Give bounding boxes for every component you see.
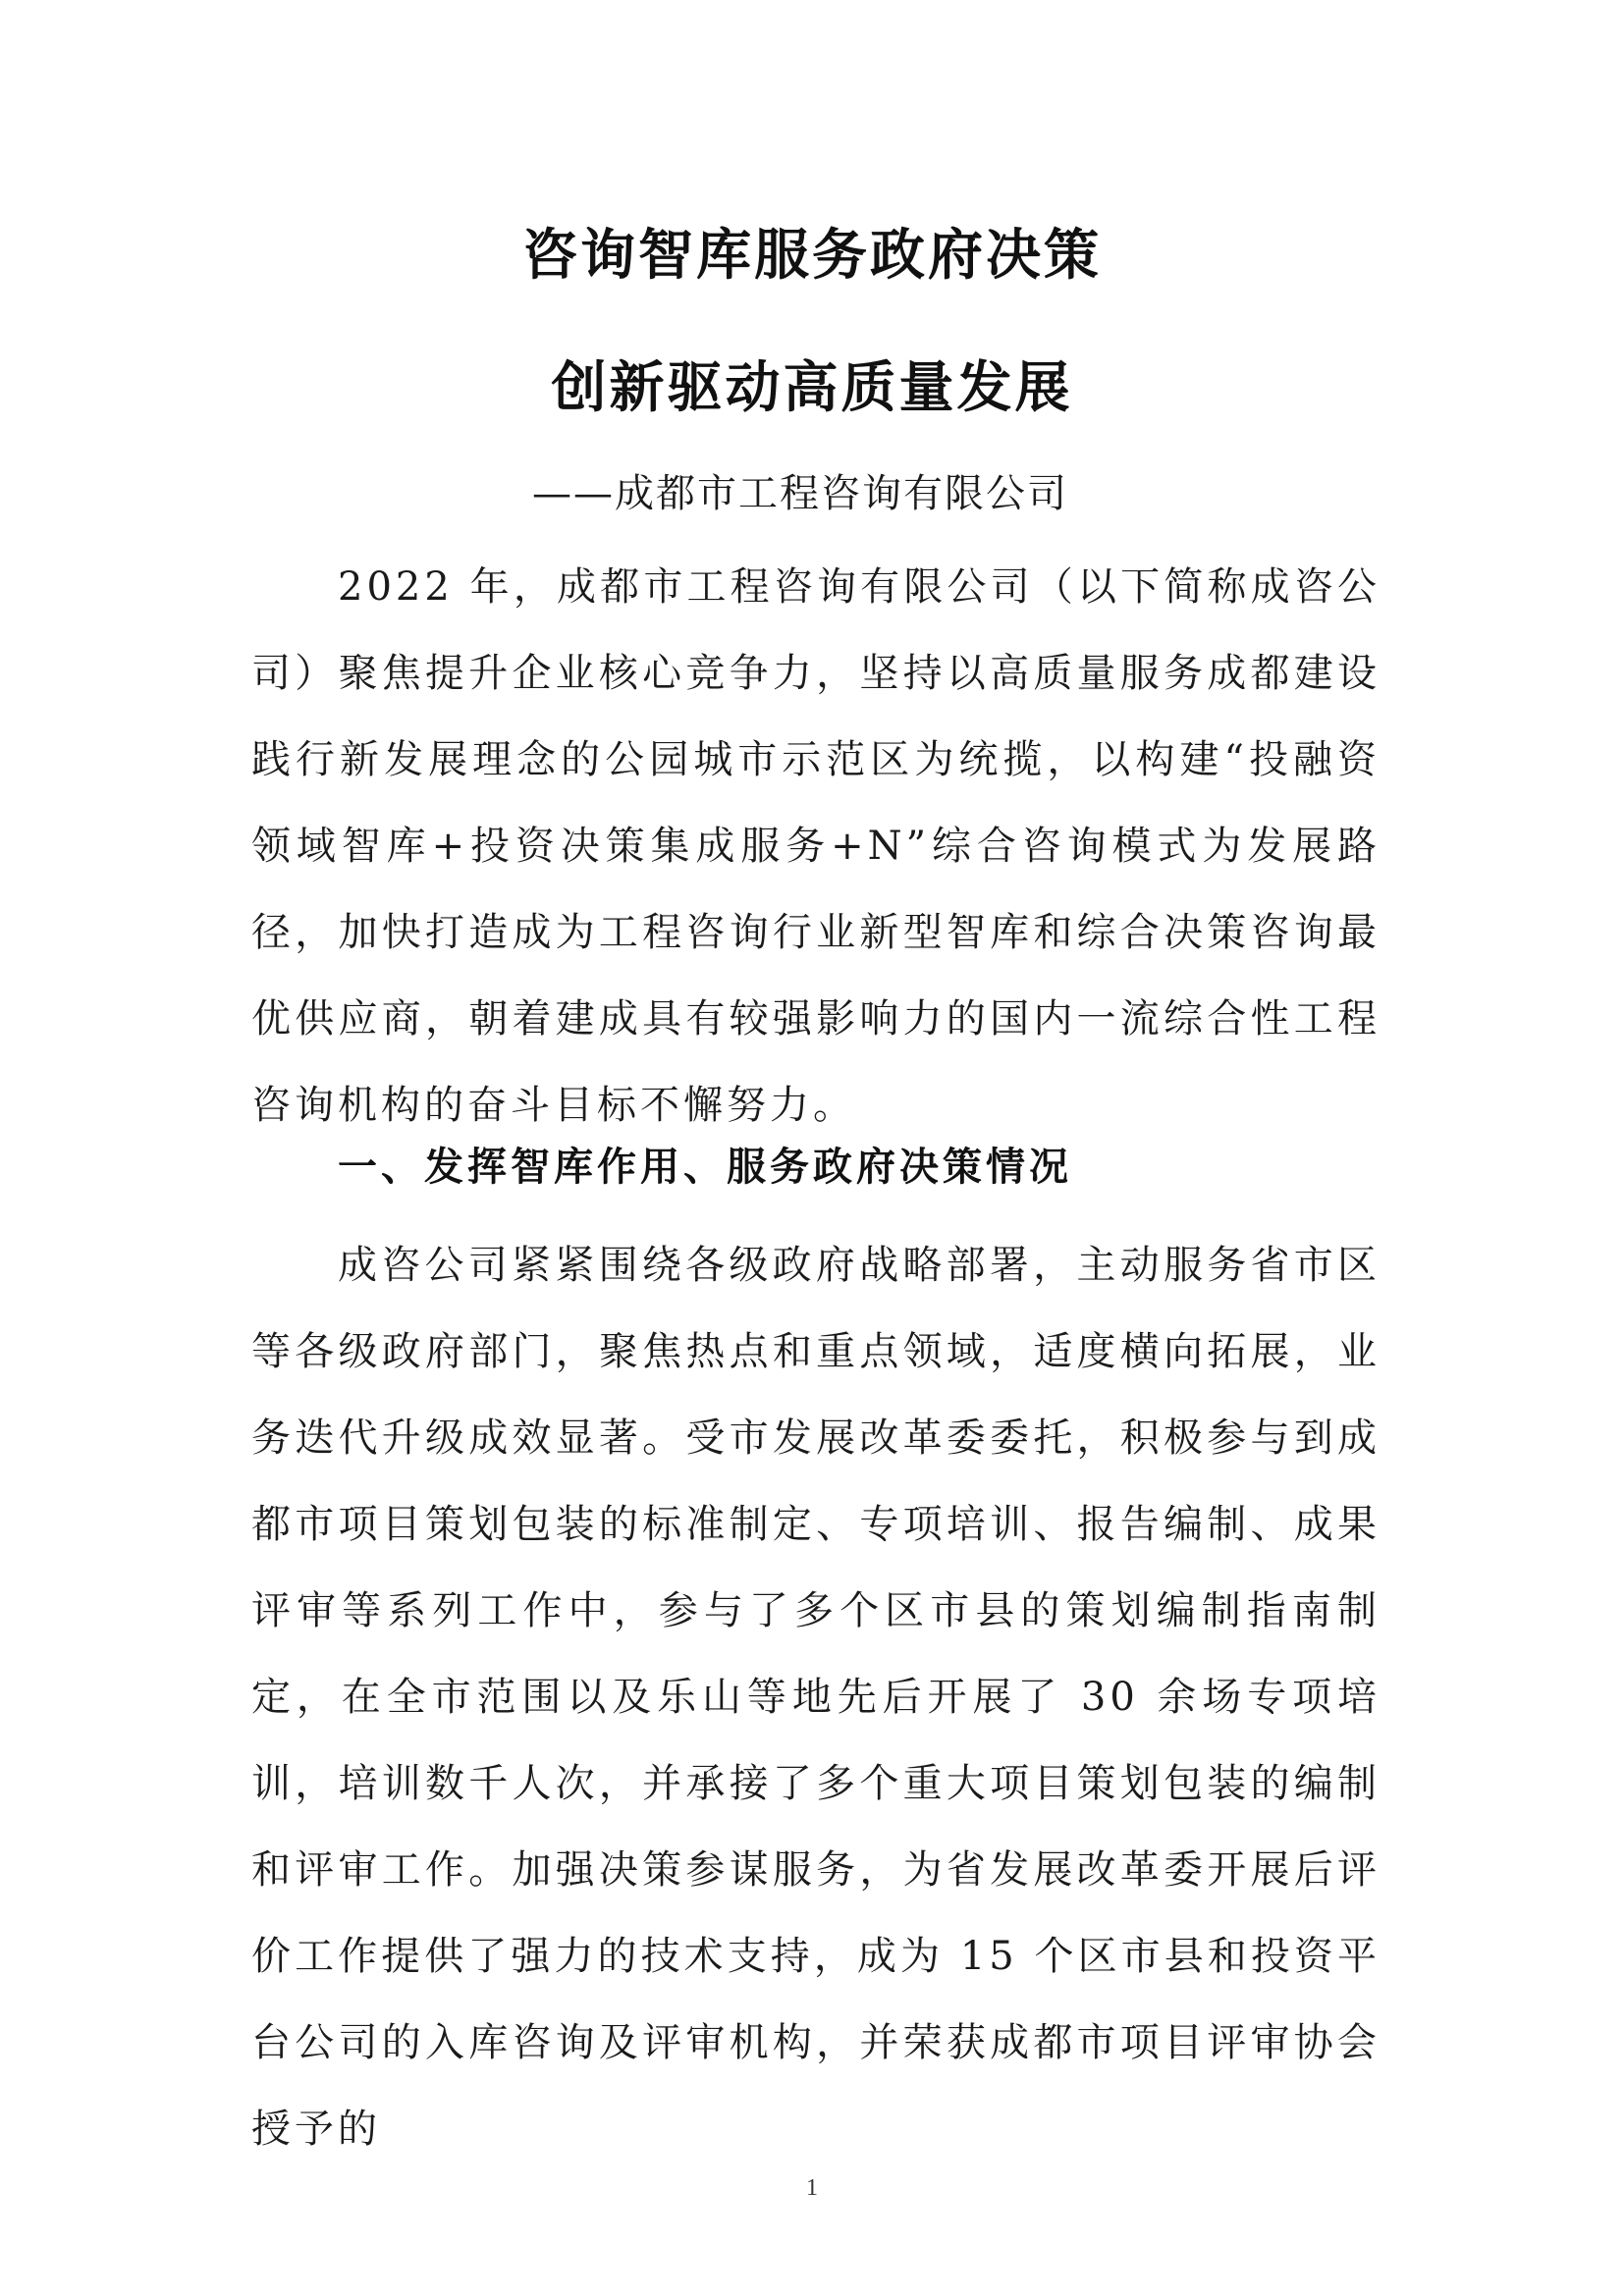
page-number: 1 — [806, 2175, 818, 2201]
intro-paragraph: 2022 年，成都市工程咨询有限公司（以下简称成咨公司）聚焦提升企业核心竞争力，坚持以高质量服务成都建设践行新发展理念的公园城市示范区为统揽，以构建“投融资领域智库+投资决策集成服务+N”综合咨询模式为发展路径，加快打造成为工程咨询行业新型智库和综合决策咨询最优供应商，朝着建成具有较强影响力的国内一流综合性工程咨询机构的奋斗目标不懈努力。 — [251, 564, 1380, 1128]
document-title-line-2: 创新驱动高质量发展 — [551, 355, 1073, 420]
section-heading: 一、发挥智库作用、服务政府决策情况 — [338, 1145, 1072, 1190]
document-subtitle: ——成都市工程咨询有限公司 — [532, 471, 1068, 516]
section-1-paragraph: 成咨公司紧紧围绕各级政府战略部署，主动服务省市区等各级政府部门，聚焦热点和重点领域，适度横向拓展，业务迭代升级成效显著。受市发展改革委委托，积极参与到成都市项目策划包装的标准制定、专项培训、报告编制、成果评审等系列工作中，参与了多个区市县的策划编制指南制定，在全市范围以及乐山等地先后开展了 30 余场专项培训，培训数千人次，并承接了多个重大项目策划包装的编制和评审工作。加强决策参谋服务，为省发展改革委开展后评价工作提供了强力的技术支持，成为 15 个区市县和投资平台公司的入库咨询及评审机构，并荣获成都市项目评审协会授予的 — [251, 1243, 1380, 2152]
document-title-line-1: 咨询智库服务政府决策 — [522, 223, 1102, 288]
